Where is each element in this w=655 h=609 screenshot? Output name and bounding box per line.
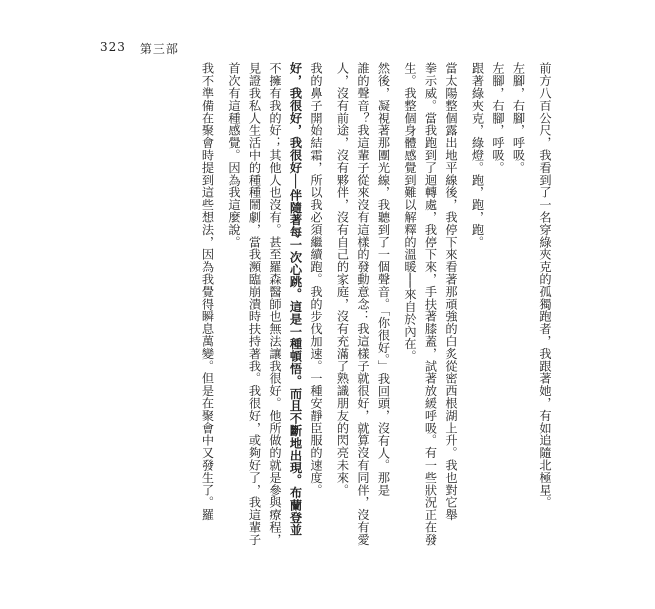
text-column: 好，我很好，我很好──伴隨著每一次心跳。這是一種頓悟。而且不斷地出現。布蘭登並 xyxy=(288,62,303,536)
text-column: 拳示威。當我跑到了迴轉處，我停下來，手扶著膝蓋，試著放緩呼吸。有一些狀況正在發 xyxy=(423,62,438,546)
text-column: 不擁有我的好；其他人也沒有。甚至羅森醫師也無法讓我很好。他所做的就是參與療程， xyxy=(268,62,282,546)
text-column: 生。我整個身體感覺到難以解釋的溫暖──來自於內在。 xyxy=(403,62,417,363)
text-column: 前方八百公尺，我看到了一名穿綠夾克的孤獨跑者，我跟著她，有如追隨北極星。 xyxy=(538,62,552,509)
page-number: 323 xyxy=(100,40,126,54)
text-column: 我不準備在聚會時提到這些想法，因為我覺得瞬息萬變。但是在聚會中又發生了。羅 xyxy=(200,62,215,521)
text-column: 左腳，右腳，呼吸。 xyxy=(491,62,505,174)
text-column: 我的鼻子開始結霜，所以我必須繼續跑。我的步伐加速。一種安靜臣服的速度。 xyxy=(309,62,323,496)
page-header xyxy=(100,40,179,57)
text-column: 然後，凝視著那團光線，我聽到了一個聲音。「你很好。」我回頭，沒有人。那是 xyxy=(376,62,391,497)
text-column: 當太陽整個露出地平線後，我停下來看著那頑強的白炙從密西根湖上升。我也對它舉 xyxy=(444,62,458,521)
section-title: 第三部 xyxy=(139,42,179,56)
body-text xyxy=(197,62,555,546)
text-column: 左腳，右腳，呼吸。 xyxy=(511,62,526,174)
text-column: 首次有這種感覺。因為我這麼說。 xyxy=(227,62,241,248)
text-column: 人，沒有前途，沒有夥伴，沒有自己的家庭，沒有充滿了熟識朋友的閃亮未來。 xyxy=(335,62,350,496)
text-column: 見證我私人生活中的種種鬧劇，當我瀕臨崩潰時扶持著我。我很好，或夠好了，我這輩子 xyxy=(247,62,262,546)
text-column: 誰的聲音？我這輩子從來沒有這樣的發動意念：我這樣子就很好，就算沒有同伴，沒有愛 xyxy=(356,62,370,546)
text-column: 跟著綠夾克，綠燈。跑，跑，跑。 xyxy=(470,62,485,248)
